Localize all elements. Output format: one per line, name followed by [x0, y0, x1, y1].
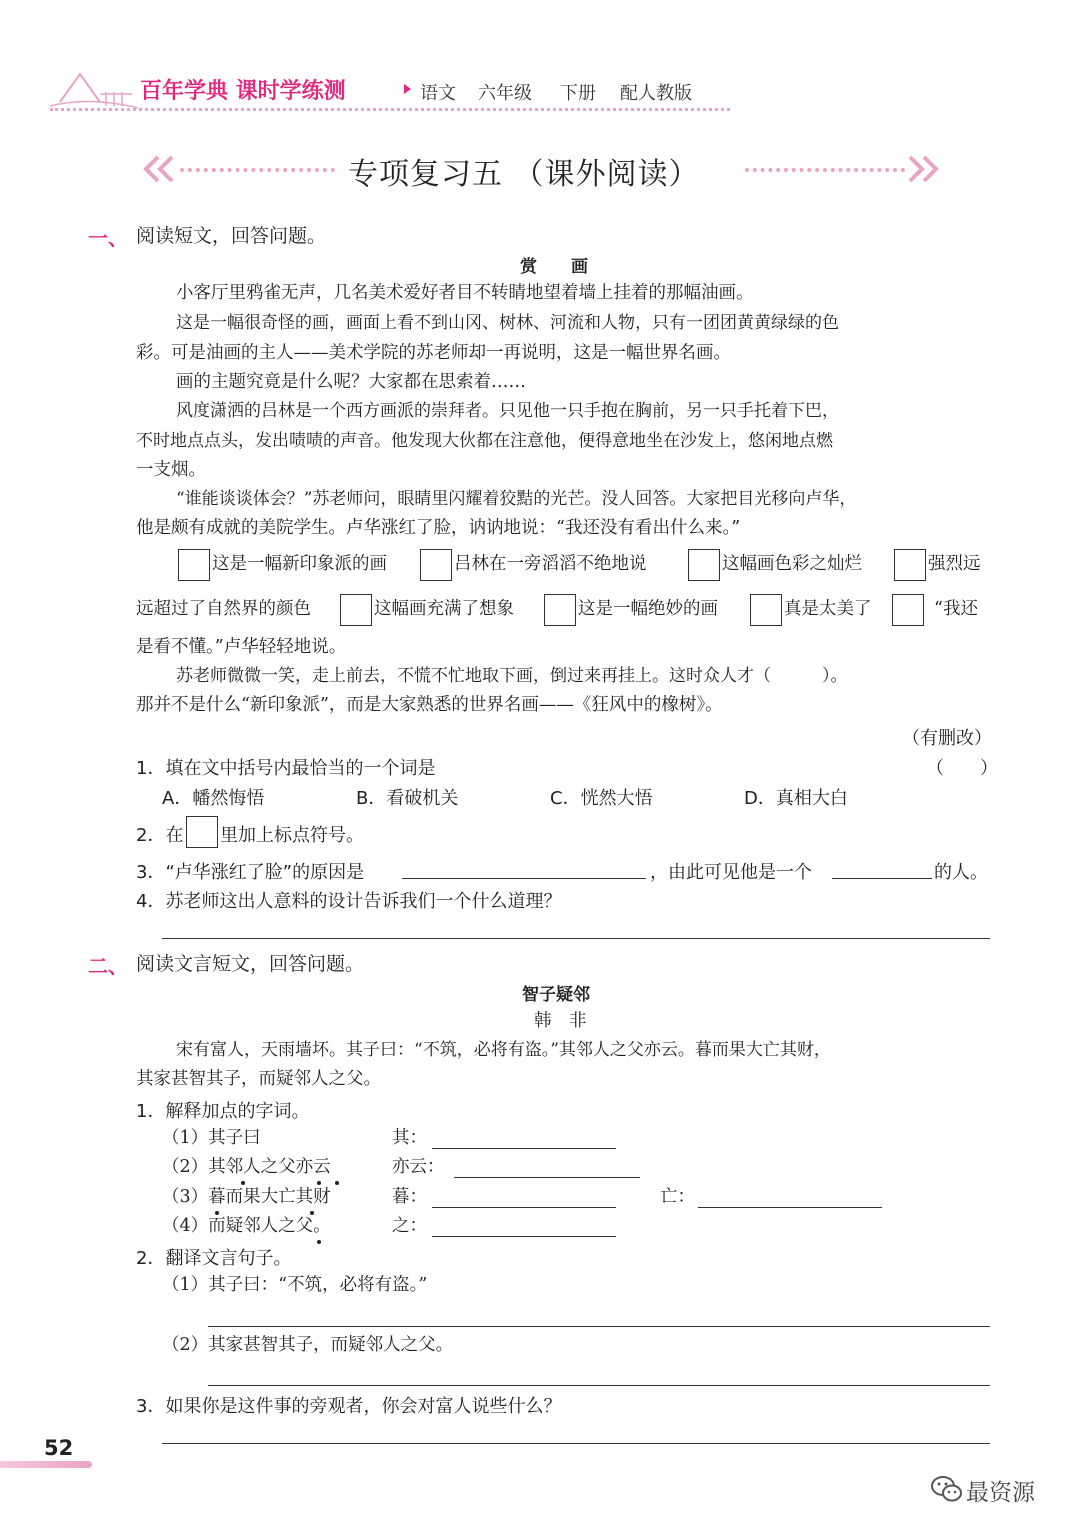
house-logo-icon: [40, 62, 140, 110]
answer-blank[interactable]: [698, 1207, 882, 1208]
option-a[interactable]: A．幡然悔悟: [162, 788, 265, 809]
paragraph-line: 小客厅里鸦雀无声，几名美术爱好者目不转睛地望着墙上挂着的那幅油画。: [176, 283, 754, 303]
answer-line[interactable]: [162, 938, 990, 939]
grade-label: 六年级: [478, 83, 532, 104]
double-left-arrow-icon: [142, 155, 178, 183]
paragraph-line: 苏老师微微一笑，走上前去，不慌不忙地取下画，倒过来再挂上。这时众人才（ ）。: [176, 666, 848, 686]
watermark: 最资源: [966, 1480, 1035, 1506]
answer-blank[interactable]: [402, 878, 646, 879]
paragraph-fragment: 吕林在一旁滔滔不绝地说: [454, 554, 647, 574]
paragraph-line: 是看不懂。”卢华轻轻地说。: [136, 637, 347, 657]
question-3: 3．如果你是这件事的旁观者，你会对富人说些什么？: [136, 1396, 562, 1417]
page-number-bar: [0, 1461, 92, 1468]
paragraph-line: 不时地点点头，发出啧啧的声音。他发现大伙都在注意他，便得意地坐在沙发上，悠闲地点燃: [136, 431, 833, 451]
question-2: 2．翻译文言句子。: [136, 1248, 292, 1269]
article-title: 智子疑邻: [522, 985, 590, 1005]
paragraph-fragment: 这幅画色彩之灿烂: [722, 554, 862, 574]
paragraph-line: 风度潇洒的吕林是一个西方画派的崇拜者。只见他一只手抱在胸前，另一只手托着下巴，: [176, 401, 839, 421]
answer-line[interactable]: [208, 1385, 990, 1386]
answer-paren[interactable]: （ ）: [926, 758, 998, 779]
item-sentence: （2）其邻人之父亦云: [162, 1157, 331, 1177]
page-number: 52: [44, 1436, 74, 1460]
answer-blank[interactable]: [432, 1236, 616, 1237]
option-d[interactable]: D．真相大白: [744, 788, 848, 809]
question-1: 1．填在文中括号内最恰当的一个词是: [136, 758, 436, 779]
question-3-mid: ，由此可见他是一个: [650, 862, 812, 883]
question-3-end: 的人。: [934, 862, 988, 883]
paragraph-line: 那并不是什么“新印象派”，而是大家熟悉的世界名画——《狂风中的橡树》。: [136, 695, 723, 715]
paragraph-fragment: 真是太美了: [784, 599, 872, 619]
box-sample: [186, 816, 218, 848]
paragraph-fragment: 这是一幅新印象派的画: [212, 554, 387, 574]
item-sentence: （4）而疑邻人之父。: [162, 1216, 331, 1236]
answer-line[interactable]: [162, 1443, 990, 1444]
paragraph-line: 他是颇有成就的美院学生。卢华涨红了脸，讷讷地说：“我还没有看出什么来。”: [136, 518, 741, 538]
emphasis-dot: [335, 1181, 339, 1185]
section-heading: 阅读短文，回答问题。: [136, 225, 327, 247]
section-heading: 阅读文言短文，回答问题。: [136, 953, 365, 975]
punctuation-box[interactable]: [178, 549, 210, 581]
answer-blank[interactable]: [432, 1148, 616, 1149]
edition-label: 配人教版: [620, 83, 692, 104]
paragraph-line: 画的主题究竟是什么呢？大家都在思索着……: [176, 372, 526, 392]
punctuation-box[interactable]: [894, 549, 926, 581]
item-word: 亡：: [660, 1187, 695, 1207]
translate-item: （2）其家甚智其子，而疑邻人之父。: [162, 1335, 454, 1355]
paragraph-line: 宋有富人，天雨墙坏。其子曰：“不筑，必将有盗。”其邻人之父亦云。暮而果大亡其财，: [176, 1040, 831, 1060]
brand-title: 百年学典 课时学练测: [140, 79, 346, 104]
answer-blank[interactable]: [432, 1207, 616, 1208]
answer-line[interactable]: [208, 1326, 990, 1327]
question-4: 4．苏老师这出人意料的设计告诉我们一个什么道理？: [136, 891, 562, 912]
item-word: 其：: [392, 1128, 427, 1148]
paragraph-line: 其家甚智其子，而疑邻人之父。: [136, 1069, 381, 1089]
paragraph-line: “谁能谈谈体会？”苏老师问，眼睛里闪耀着狡黠的光芒。没人回答。大家把目光移向卢华，: [176, 489, 857, 509]
section-number: 一、: [88, 226, 128, 250]
paragraph-fragment: 强烈远: [928, 554, 981, 574]
question-2-start: 2．在: [136, 825, 184, 846]
question-1: 1．解释加点的字词。: [136, 1101, 310, 1122]
item-sentence: （3）暮而果大亡其财: [162, 1187, 331, 1207]
double-right-arrow-icon: [906, 155, 942, 183]
punctuation-box[interactable]: [340, 594, 372, 626]
paragraph-line: 彩。可是油画的主人——美术学院的苏老师却一再说明，这是一幅世界名画。: [136, 343, 731, 363]
paragraph-fragment: 这幅画充满了想象: [374, 599, 514, 619]
punctuation-box[interactable]: [688, 549, 720, 581]
translate-item: （1）其子曰：“不筑，必将有盗。”: [162, 1275, 428, 1295]
title-dots-left: [180, 168, 335, 172]
item-word: 之：: [392, 1216, 427, 1236]
question-2-end: 里加上标点符号。: [220, 825, 364, 846]
item-word: 暮：: [392, 1187, 427, 1207]
wechat-icon: [930, 1474, 964, 1504]
option-c[interactable]: C．恍然大悟: [550, 788, 653, 809]
article-title: 赏 画: [520, 257, 588, 277]
punctuation-box[interactable]: [750, 594, 782, 626]
emphasis-dot: [317, 1240, 321, 1244]
paragraph-fragment: 远超过了自然界的颜色: [136, 599, 311, 619]
arrow-icon: [404, 84, 411, 94]
punctuation-box[interactable]: [892, 594, 924, 626]
subject-label: 语文: [420, 83, 456, 104]
answer-blank[interactable]: [454, 1177, 640, 1178]
source-note: （有删改）: [902, 728, 992, 749]
volume-label: 下册: [560, 83, 596, 104]
item-word: 亦云：: [392, 1157, 445, 1177]
title-dots-right: [745, 168, 905, 172]
header-divider: [50, 108, 730, 111]
article-author: 韩 非: [534, 1011, 587, 1031]
section-number: 二、: [88, 954, 128, 978]
question-3-start: 3．“卢华涨红了脸”的原因是: [136, 862, 365, 883]
page-title: 专项复习五 （课外阅读）: [348, 157, 700, 192]
option-b[interactable]: B．看破机关: [356, 788, 459, 809]
paragraph-line: 一支烟。: [136, 460, 206, 480]
paragraph-line: 这是一幅很奇怪的画，画面上看不到山冈、树林、河流和人物，只有一团团黄黄绿绿的色: [176, 313, 839, 333]
punctuation-box[interactable]: [420, 549, 452, 581]
paragraph-fragment: 这是一幅绝妙的画: [578, 599, 718, 619]
punctuation-box[interactable]: [544, 594, 576, 626]
paragraph-fragment: “我还: [934, 599, 978, 619]
item-sentence: （1）其子曰: [162, 1128, 261, 1148]
answer-blank[interactable]: [832, 878, 932, 879]
